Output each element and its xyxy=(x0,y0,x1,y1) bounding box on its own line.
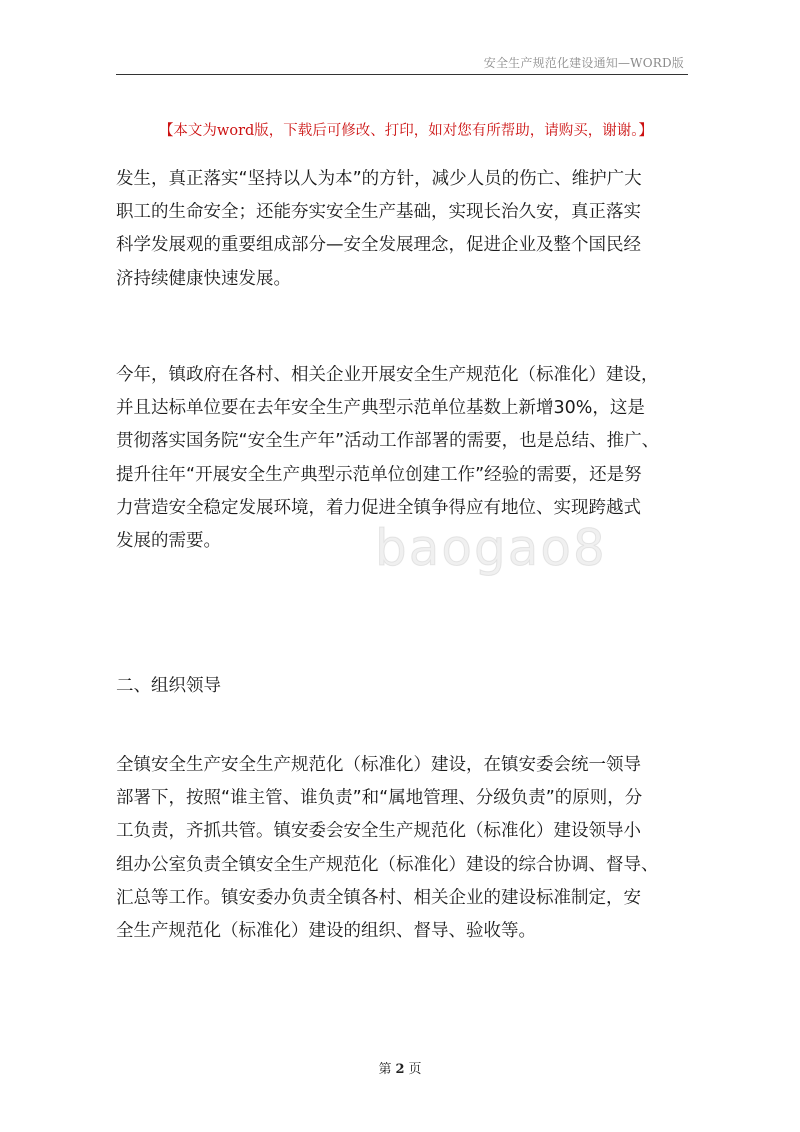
heading-text: 二、组织领导 xyxy=(116,676,221,696)
watermark: baogao8 xyxy=(375,519,607,577)
text-line: 部署下，按照“谁主管、谁负责”和“属地管理、分级负责”的原则，分 xyxy=(116,788,643,809)
text-line: 今年，镇政府在各村、相关企业开展安全生产规范化（标准化）建设， xyxy=(116,365,659,385)
text-line: 济持续健康快速发展。 xyxy=(116,268,291,289)
text-line: 科学发展观的重要组成部分—安全发展理念，促进企业及整个国民经 xyxy=(116,235,641,256)
text-line: 并且达标单位要在去年安全生产典型示范单位基数上新增30%，这是 xyxy=(116,398,645,419)
text-line: 汇总等工作。镇安委办负责全镇各村、相关企业的建设标准制定，安 xyxy=(116,887,641,908)
paragraph-2 xyxy=(116,359,691,558)
text-line: 组办公室负责全镇安全生产规范化（标准化）建设的综合协调、督导、 xyxy=(116,854,659,875)
text-line: 全镇安全生产安全生产规范化（标准化）建设，在镇安委会统一领导 xyxy=(116,755,641,775)
text-line: 职工的生命安全；还能夯实安全生产基础，实现长治久安，真正落实 xyxy=(116,202,641,223)
text-line: 贯彻落实国务院“安全生产年”活动工作部署的需要，也是总结、推广、 xyxy=(116,431,660,452)
purchase-notice: 【本文为word版，下载后可修改、打印，如对您有所帮助，请购买，谢谢。】 xyxy=(158,123,654,139)
header-divider xyxy=(116,74,688,75)
text-line: 发展的需要。 xyxy=(116,531,221,552)
text-line: 提升往年“开展安全生产典型示范单位创建工作”经验的需要，还是努 xyxy=(116,464,642,485)
header-title: 安全生产规范化建设通知—WORD版 xyxy=(483,56,684,70)
text-line: 工负责，齐抓共管。镇安委会安全生产规范化（标准化）建设领导小 xyxy=(116,821,641,842)
page-number: 2 xyxy=(395,1062,405,1077)
text-line: 发生，真正落实“坚持以人为本”的方针，减少人员的伤亡、维护广大 xyxy=(116,169,642,189)
section-heading xyxy=(116,670,691,703)
page-suffix: 页 xyxy=(408,1062,422,1077)
paragraph-1 xyxy=(116,163,691,296)
page-footer xyxy=(0,1058,800,1077)
paragraph-3 xyxy=(116,749,691,948)
page-prefix: 第 xyxy=(378,1062,392,1077)
text-line: 全生产规范化（标准化）建设的组织、督导、验收等。 xyxy=(116,921,536,942)
text-line: 力营造安全稳定发展环境，着力促进全镇争得应有地位、实现跨越式 xyxy=(116,497,641,518)
